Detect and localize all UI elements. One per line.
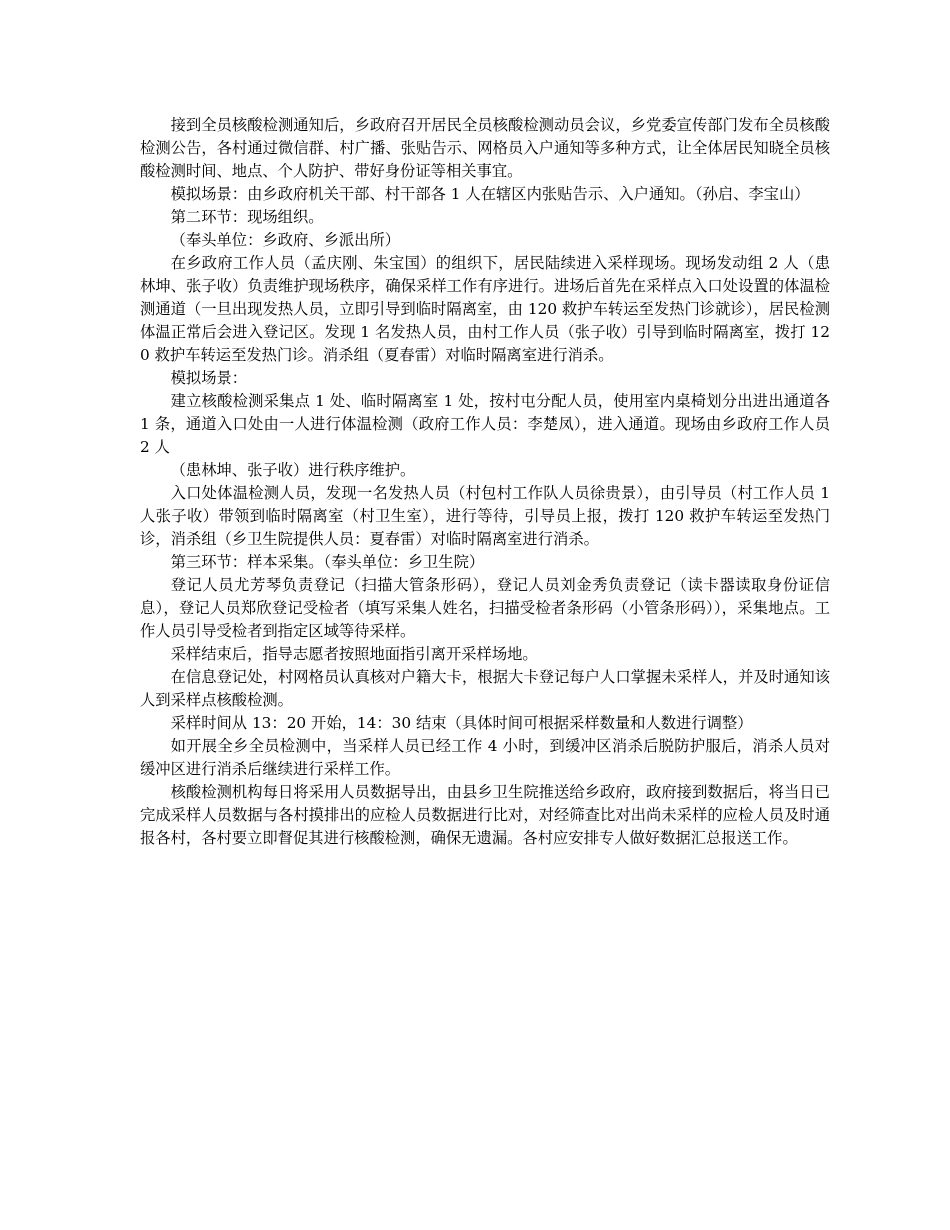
paragraph-scenario-posting: 模拟场景：由乡政府机关干部、村干部各 1 人在辖区内张贴告示、入户通知。（孙启、李宝山）	[170, 185, 810, 203]
lead-units-site-organization: （奉头单位：乡政府、乡派出所）	[170, 231, 401, 249]
paragraph-data-reporting: 核酸检测机构每日将采用人员数据导出，由县乡卫生院推送给乡政府，政府接到数据后，将当日已完成采样人员数据与各村摸排出的应检人员数据进行比对，对经筛查比对出尚未采样的应检人员及时通报各村，各村要立即督促其进行核酸检测，确保无遗漏。各村应安排专人做好数据汇总报送工作。	[140, 783, 830, 847]
paragraph-notification: 接到全员核酸检测通知后，乡政府召开居民全员核酸检测动员会议，乡党委宣传部门发布全员核酸检测公告，各村通过微信群、村广播、张贴告示、网格员入户通知等多种方式，让全体居民知晓全员核酸检测时间、地点、个人防护、带好身份证等相关事宜。	[140, 116, 830, 180]
paragraph-after-sampling: 采样结束后，指导志愿者按照地面指引离开采样场地。	[170, 645, 538, 663]
paragraph-buffer-disinfection: 如开展全乡全员检测中，当采样人员已经工作 4 小时，到缓冲区消杀后脱防护服后，消杀人员对缓冲区进行消杀后继续进行采样工作。	[140, 737, 830, 778]
paragraph-scenario-label: 模拟场景：	[170, 369, 248, 387]
paragraph-registration: 登记人员尤芳琴负责登记（扫描大管条形码），登记人员刘金秀负责登记（读卡器读取身份证信息），登记人员郑欣登记受检者（填写采集人姓名，扫描受检者条形码（小管条形码）），采集地点。工作人员引导受检者到指定区域等待采样。	[140, 576, 830, 640]
document-body	[140, 114, 830, 850]
paragraph-fever-handling: 入口处体温检测人员，发现一名发热人员（村包村工作队人员徐贵景），由引导员（村工作人员 1 人张子收）带领到临时隔离室（村卫生室），进行等待，引导员上报，拨打 120 救护车转运至发热门诊，消杀组（乡卫生院提供人员：夏春雷）对临时隔离室进行消杀。	[140, 484, 830, 548]
paragraph-collection-point-setup: 建立核酸检测采集点 1 处、临时隔离室 1 处，按村屯分配人员，使用室内桌椅划分出进出通道各 1 条，通道入口处由一人进行体温检测（政府工作人员：李楚凤），进入通道。现场由乡政府工作人员 2 人	[140, 392, 830, 456]
paragraph-order-maintenance: （患林坤、张子收）进行秩序维护。	[170, 461, 416, 479]
section-heading-sample-collection: 第三环节：样本采集。（奉头单位：乡卫生院）	[170, 553, 485, 571]
paragraph-sampling-time: 采样时间从 13：20 开始，14：30 结束（具体时间可根据采样数量和人数进行调整）	[170, 714, 753, 732]
paragraph-info-registration: 在信息登记处，村网格员认真核对户籍大卡，根据大卡登记每户人口掌握未采样人，并及时通知该人到采样点核酸检测。	[140, 668, 830, 709]
section-heading-site-organization: 第二环节：现场组织。	[170, 208, 324, 226]
paragraph-site-organization: 在乡政府工作人员（孟庆刚、朱宝国）的组织下，居民陆续进入采样现场。现场发动组 2 人（患林坤、张子收）负责维护现场秩序，确保采样工作有序进行。进场后首先在采样点入口处设置的体温检测通道（一旦出现发热人员，立即引导到临时隔离室，由 120 救护车转运至发热门诊就诊），居民检测体温正常后会进入登记区。发现 1 名发热人员，由村工作人员（张子收）引导到临时隔离室，拨打 120 救护车转运至发热门诊。消杀组（夏春雷）对临时隔离室进行消杀。	[140, 254, 830, 364]
